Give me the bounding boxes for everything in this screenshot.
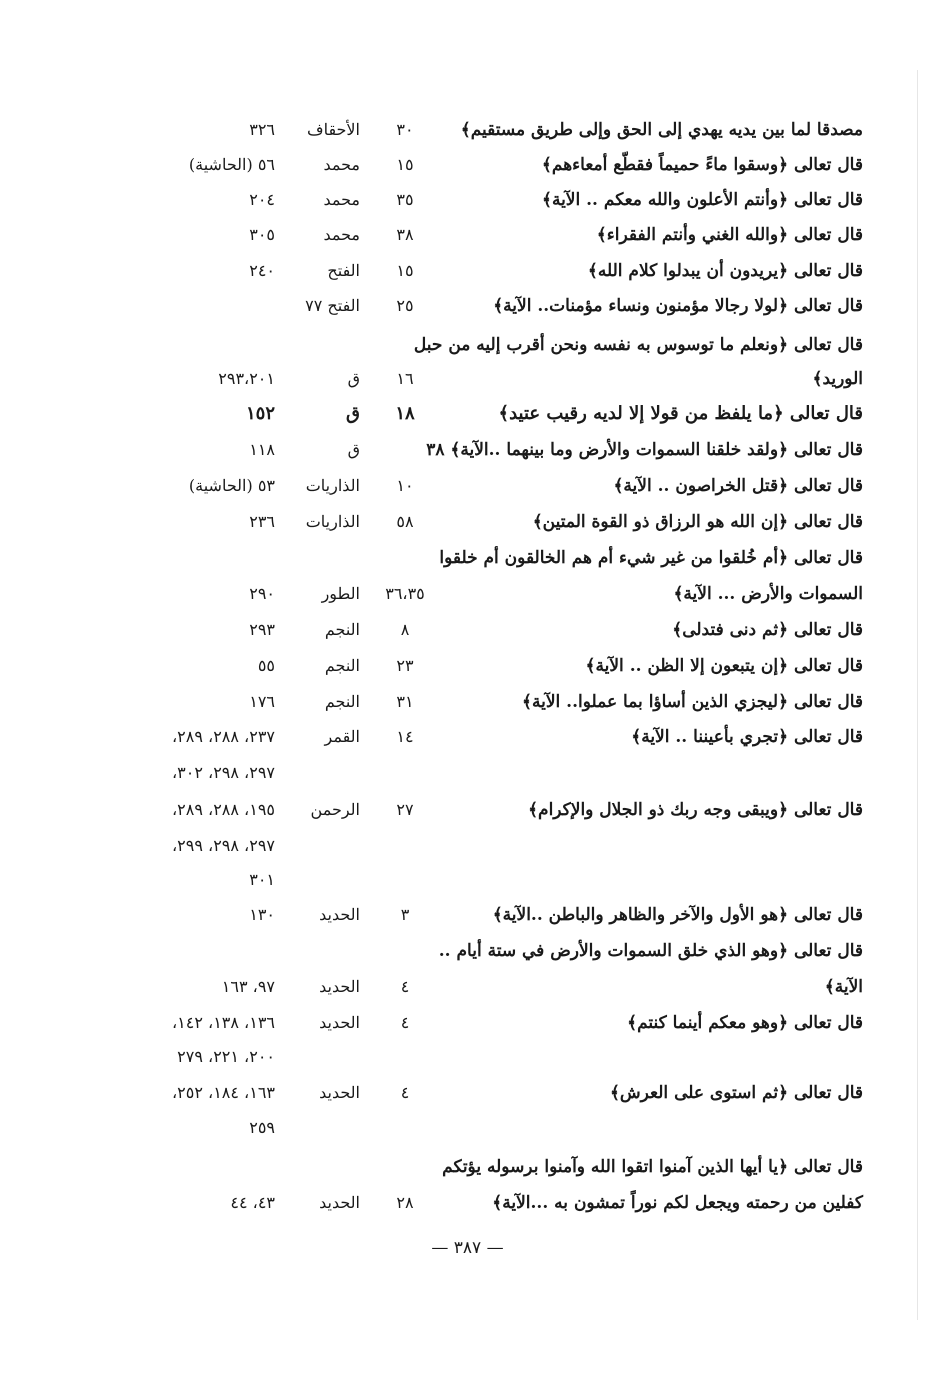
aya-number bbox=[370, 829, 440, 863]
page-references: ٢٩٣،٢٠١ bbox=[218, 369, 275, 388]
aya-number bbox=[370, 1150, 440, 1184]
aya-number: ٢٣ bbox=[396, 656, 414, 675]
surah-name: الحديد bbox=[319, 1013, 360, 1032]
aya-number: ٢٨ bbox=[396, 1193, 414, 1212]
surah-name: القمر bbox=[324, 727, 360, 746]
aya-number: ٤ bbox=[400, 1083, 410, 1102]
verse-text: قال تعالى ﴿يا أيها الذين آمنوا اتقوا الله وآمنوا برسوله يؤتكم bbox=[442, 1157, 863, 1177]
index-row bbox=[0, 183, 935, 217]
aya-number: ٤ bbox=[400, 1013, 410, 1032]
surah-name bbox=[265, 541, 360, 575]
aya-number bbox=[370, 433, 440, 467]
surah-name: ق bbox=[347, 369, 360, 388]
aya-number bbox=[370, 934, 440, 968]
verse-text: قال تعالى ﴿إن يتبعون إلا الظن .. الآية﴾ bbox=[585, 656, 863, 676]
verse-text: الآية﴾ bbox=[824, 977, 863, 997]
aya-number bbox=[370, 541, 440, 575]
aya-number bbox=[370, 328, 440, 362]
aya-number: ٣ bbox=[400, 905, 410, 924]
aya-number bbox=[370, 1111, 440, 1145]
aya-number: ١٥ bbox=[396, 155, 414, 174]
verse-text: قال تعالى ﴿ثم دنى فتدلى﴾ bbox=[672, 620, 863, 640]
index-row bbox=[0, 829, 935, 863]
verse-text: قال تعالى ﴿وهو معكم أينما كنتم﴾ bbox=[627, 1013, 863, 1033]
surah-name: الفتح ٧٧ bbox=[305, 296, 360, 315]
page-references: ١٦٣، ١٨٤، ٢٥٢، bbox=[171, 1083, 275, 1102]
page-references: ٥٦ (الحاشية) bbox=[188, 155, 275, 174]
index-row bbox=[0, 613, 935, 647]
index-row bbox=[0, 433, 935, 467]
page-references: ١٣٦، ١٣٨، ١٤٢، bbox=[171, 1013, 275, 1032]
surah-name: ق bbox=[346, 403, 360, 424]
index-row bbox=[0, 1150, 935, 1184]
page-references: ٢٣٦ bbox=[249, 512, 275, 531]
page-references: ٥٥ bbox=[257, 656, 275, 675]
aya-number: ٣١ bbox=[396, 692, 414, 711]
index-row bbox=[0, 254, 935, 288]
surah-name bbox=[265, 829, 360, 863]
page-references: ٢٩٠ bbox=[249, 584, 275, 603]
verse-text: قال تعالى ﴿والله الغني وأنتم الفقراء﴾ bbox=[596, 225, 863, 245]
index-row bbox=[0, 505, 935, 539]
index-row bbox=[0, 793, 935, 827]
aya-number bbox=[370, 756, 440, 790]
verse-text: السموات والأرض ... الآية﴾ bbox=[673, 584, 863, 604]
page-references: ١١٨ bbox=[249, 440, 275, 459]
index-row bbox=[0, 577, 935, 611]
aya-number: ١٤ bbox=[396, 727, 414, 746]
verse-text: قال تعالى ﴿ثم استوى على العرش﴾ bbox=[609, 1083, 863, 1103]
surah-name: محمد bbox=[323, 190, 360, 209]
page-references: ٣٠٥ bbox=[249, 225, 275, 244]
verse-text: قال تعالى ﴿وسقوا ماءً حميماً فقطّع أمعاءهم﴾ bbox=[541, 155, 863, 175]
index-row bbox=[0, 1076, 935, 1110]
index-row bbox=[0, 148, 935, 182]
page-number: — ٣٨٧ — bbox=[431, 1238, 504, 1258]
surah-name: الذاريات bbox=[305, 512, 360, 531]
verse-text: مصدقا لما بين يديه يهدي إلى الحق وإلى طريق مستقيم﴾ bbox=[460, 120, 863, 140]
verse-text: قال تعالى ﴿قتل الخراصون .. الآية﴾ bbox=[613, 476, 863, 496]
aya-number: ٣٥ bbox=[396, 190, 414, 209]
surah-name: ق bbox=[347, 440, 360, 459]
surah-name bbox=[265, 756, 360, 790]
page-references: ٢٠٤ bbox=[249, 190, 275, 209]
page-references: ٢٣٧، ٢٨٨، ٢٨٩، bbox=[171, 727, 275, 746]
verse-text: قال تعالى ﴿إن الله هو الرزاق ذو القوة المتين﴾ bbox=[532, 512, 863, 532]
surah-name: الفتح bbox=[327, 261, 360, 280]
verse-text: قال تعالى ﴿يريدون أن يبدلوا كلام الله﴾ bbox=[587, 261, 863, 281]
verse-text: قال تعالى ﴿ويبقى وجه ربك ذو الجلال والإكرام﴾ bbox=[528, 800, 863, 820]
index-row bbox=[0, 720, 935, 754]
page-references: ١٧٦ bbox=[249, 692, 275, 711]
aya-number: ٤ bbox=[400, 977, 410, 996]
index-row bbox=[0, 113, 935, 147]
verse-text: قال تعالى ﴿أم خُلقوا من غير شيء أم هم الخالقون أم خلقوا bbox=[439, 548, 863, 568]
surah-name: الطور bbox=[321, 584, 360, 603]
index-row bbox=[0, 289, 935, 323]
aya-number: ٣٦،٣٥ bbox=[385, 584, 425, 603]
aya-number: ٢٧ bbox=[396, 800, 414, 819]
page-references: ٢٠٠، ٢٢١، ٢٧٩ bbox=[177, 1047, 275, 1066]
page-references: ٢٩٧، ٢٩٨، ٣٠٢، bbox=[171, 763, 275, 782]
aya-number bbox=[370, 1040, 440, 1074]
aya-number bbox=[370, 863, 440, 897]
index-row bbox=[0, 1040, 935, 1074]
index-row bbox=[0, 362, 935, 396]
verse-text: قال تعالى ﴿تجري بأعيننا .. الآية﴾ bbox=[631, 727, 863, 747]
index-row bbox=[0, 1186, 935, 1220]
index-row bbox=[0, 685, 935, 719]
surah-name: الذاريات bbox=[305, 476, 360, 495]
page-references: ٢٥٩ bbox=[249, 1118, 275, 1137]
surah-name bbox=[265, 863, 360, 897]
surah-name bbox=[265, 1150, 360, 1184]
verse-text: قال تعالى ﴿ونعلم ما توسوس به نفسه ونحن أقرب إليه من حبل bbox=[413, 335, 863, 355]
page-references: ١٣٠ bbox=[249, 905, 275, 924]
index-row bbox=[0, 1111, 935, 1145]
index-row bbox=[0, 1006, 935, 1040]
index-row bbox=[0, 469, 935, 503]
surah-name: الحديد bbox=[319, 977, 360, 996]
verse-text: قال تعالى ﴿ولقد خلقنا السموات والأرض وما بينهما ..الآية﴾ ٣٨ bbox=[426, 440, 863, 460]
page-references: ١٥٢ bbox=[245, 403, 275, 424]
page-references: ٣٢٦ bbox=[249, 120, 275, 139]
surah-name: الرحمن bbox=[310, 800, 360, 819]
verse-text: قال تعالى ﴿ما يلفظ من قولا إلا لديه رقيب عتيد﴾ bbox=[498, 403, 863, 424]
surah-name bbox=[265, 934, 360, 968]
index-row bbox=[0, 934, 935, 968]
verse-text: قال تعالى ﴿وأنتم الأعلون والله معكم .. الآية﴾ bbox=[542, 190, 863, 210]
aya-number: ١٦ bbox=[396, 369, 414, 388]
surah-name: محمد bbox=[323, 225, 360, 244]
page-references: ٢٩٣ bbox=[249, 620, 275, 639]
index-row bbox=[0, 397, 935, 431]
aya-number: ١٥ bbox=[396, 261, 414, 280]
surah-name bbox=[265, 1111, 360, 1145]
verse-text: الوريد﴾ bbox=[812, 369, 863, 389]
aya-number: ٥٨ bbox=[396, 512, 414, 531]
page-references: ٢٤٠ bbox=[249, 261, 275, 280]
aya-number: ٣٨ bbox=[396, 225, 414, 244]
index-row bbox=[0, 970, 935, 1004]
index-row bbox=[0, 328, 935, 362]
surah-name: الحديد bbox=[319, 1083, 360, 1102]
page-references: ٢٩٧، ٢٩٨، ٢٩٩، bbox=[171, 836, 275, 855]
surah-name: النجم bbox=[324, 656, 360, 675]
page-references: ٤٣، ٤٤ bbox=[230, 1193, 275, 1212]
aya-number: ١٨ bbox=[395, 403, 415, 424]
aya-number: ٢٥ bbox=[396, 296, 414, 315]
surah-name: النجم bbox=[324, 692, 360, 711]
index-row bbox=[0, 898, 935, 932]
aya-number: ٣٠ bbox=[396, 120, 414, 139]
index-row bbox=[0, 218, 935, 252]
index-row bbox=[0, 649, 935, 683]
verse-text: قال تعالى ﴿هو الأول والآخر والظاهر والباطن ..الآية﴾ bbox=[492, 905, 863, 925]
verse-text: قال تعالى ﴿ليجزي الذين أساؤا بما عملوا.. الآية﴾ bbox=[522, 692, 863, 712]
surah-name: الحديد bbox=[319, 1193, 360, 1212]
page-references: ٣٠١ bbox=[249, 870, 275, 889]
surah-name: محمد bbox=[323, 155, 360, 174]
surah-name: النجم bbox=[324, 620, 360, 639]
page-references: ٩٧، ١٦٣ bbox=[221, 977, 275, 996]
page-references: ٥٣ (الحاشية) bbox=[188, 476, 275, 495]
surah-name bbox=[265, 1040, 360, 1074]
surah-name bbox=[265, 328, 360, 362]
verse-text: قال تعالى ﴿لولا رجالا مؤمنون ونساء مؤمنات.. الآية﴾ bbox=[493, 296, 863, 316]
verse-text: قال تعالى ﴿وهو الذي خلق السموات والأرض في ستة أيام .. bbox=[438, 941, 863, 961]
page-references: ١٩٥، ٢٨٨، ٢٨٩، bbox=[171, 800, 275, 819]
aya-number: ٨ bbox=[400, 620, 410, 639]
index-row bbox=[0, 541, 935, 575]
surah-name: الأحقاف bbox=[306, 120, 360, 139]
index-row bbox=[0, 756, 935, 790]
index-row bbox=[0, 863, 935, 897]
aya-number: ١٠ bbox=[396, 476, 414, 495]
verse-text: كفلين من رحمته ويجعل لكم نوراً تمشون به ...الآية﴾ bbox=[492, 1193, 863, 1213]
surah-name: الحديد bbox=[319, 905, 360, 924]
